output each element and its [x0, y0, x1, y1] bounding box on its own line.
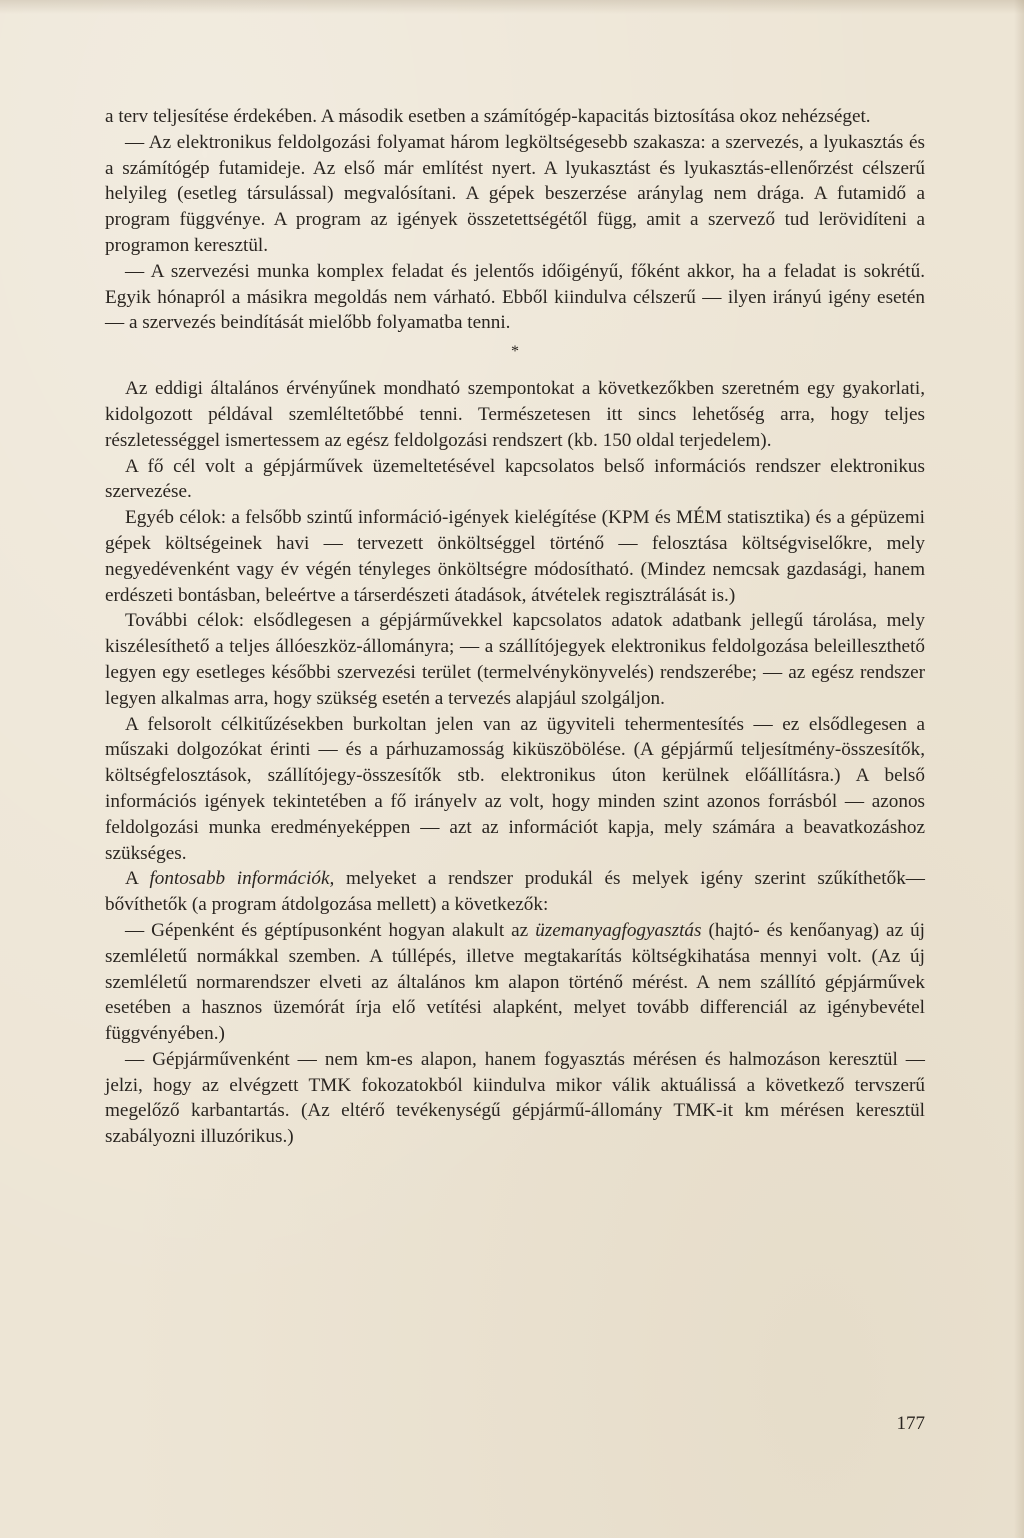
paragraph-fuel [105, 918, 925, 1047]
paragraph: Az eddigi általános érvényűnek mondható szempontokat a következőkben szeretném egy gyakorlati, kidolgozott példával szemléltetőbbé tenni. Természetesen itt sincs lehetőség arra, hogy teljes részletességgel ismertessem az egész feldolgozási rendszert (kb. 150 oldal terjedelem). [105, 378, 925, 451]
paragraph: Egyéb célok: a felsőbb szintű információ-igények kielégítése (KPM és MÉM statisztika) és a gépüzemi gépek költségeinek havi — tervezett önköltséggel történő — felosztása költségviselőkre, mely negyedévenként vagy év végén tényleges önköltségre módosítható. (Mindez nemcsak gazdasági, hanem erdészeti bontásban, beleértve a társerdészeti átadások, átvételek regisztrálását is.) [105, 507, 925, 606]
page-edge-shadow-right [1014, 0, 1024, 1538]
paragraph: a terv teljesítése érdekében. A második esetben a számítógép-kapacitás biztosítása okoz nehézséget. [105, 106, 871, 127]
paragraph: A fő cél volt a gépjárművek üzemeltetésével kapcsolatos belső információs rendszer elektronikus szervezése. [105, 455, 925, 503]
paragraph: — Az elektronikus feldolgozási folyamat három legköltségesebb szakasza: a szervezés, a lyukasztás és a számítógép futamideje. Az első már említést nyert. A lyukasztást és lyukasztás-ellenőrzést célszerű helyileg (esetleg társulással) megvalósítani. A gépek beszerzése aránylag nem drága. A futamidő a program függvénye. A program az igények összetettségétől függ, amit a szervező tud lerövidíteni a programon keresztül. [105, 131, 925, 256]
page-edge-shadow [0, 0, 1024, 14]
emphasis: fontosabb információk, [149, 868, 335, 890]
section-separator: * [511, 343, 519, 361]
text-run: A [125, 868, 150, 890]
paragraph: — A szervezési munka komplex feladat és jelentős időigényű, főként akkor, ha a feladat is sokrétű. Egyik hónapról a másikra megoldás nem várható. Ebből kiindulva célszerű — ilyen irányú igény esetén — a szervezés beindítását mielőbb folyamatba tenni. [105, 260, 925, 334]
text-run: (hajtó- és kenőanyag) az új szemléletű normákkal szemben. A túllépés, illetve megtakarítás költségkihatása mennyi volt. (Az új szemléletű normarendszer elveti az általános km alapon történő mérést. A nem szállító gépjárművek esetében a hasznos üzemórát írja elő vetítési alapként, melyet tovább differenciál az igénybevétel függvényében.) [105, 919, 925, 1045]
emphasis: üzemanyagfogyasztás [535, 919, 702, 941]
paragraph: További célok: elsődlegesen a gépjárművekkel kapcsolatos adatok adatbank jellegű tárolása, mely kiszélesíthető a teljes állóeszköz-állományra; — a szállítójegyek elektronikus feldolgozása beleilleszthető legyen egy esetleges későbbi szervezési terület (termelvénykönyvelés) rendszerébe; — az egész rendszer legyen alkalmas arra, hogy szükség esetén a tervezés alapjául szolgáljon. [105, 610, 925, 709]
text-run: — Gépenként és géptípusonként hogyan alakult az [125, 919, 536, 941]
paragraph: — Gépjárművenként — nem km-es alapon, hanem fogyasztás mérésen és halmozáson keresztül — jelzi, hogy az elvégzett TMK fokozatokból kiindulva mikor válik aktuálissá a következő tervszerű megelőző karbantartás. (Az eltérő tevékenységű gépjármű-állomány TMK-it km mérésen keresztül szabályozni illuzórikus.) [105, 1048, 925, 1148]
text-run: melyeket a rendszer produkál és melyek igény szerint szűkíthetők—bővíthetők (a program átdolgozása mellett) a következők: [105, 868, 925, 916]
body-text [105, 104, 925, 1150]
paragraph-important-info [105, 866, 925, 918]
page-number: 177 [896, 1413, 925, 1434]
paragraph: A felsorolt célkitűzésekben burkoltan jelen van az ügyviteli tehermentesítés — ez elsődlegesen a műszaki dolgozókat érinti — és a párhuzamosság kiküszöbölése. (A gépjármű teljesítmény-összesítők, költségfelosztások, szállítójegy-összesítők stb. elektronikus úton kerülnek előállításra.) A belső információs igények tekintetében a fő irányelv az volt, hogy minden szint azonos forrásból — azonos feldolgozási munka eredményeképpen — azt az információt kapja, mely számára a beavatkozáshoz szükséges. [105, 713, 925, 864]
